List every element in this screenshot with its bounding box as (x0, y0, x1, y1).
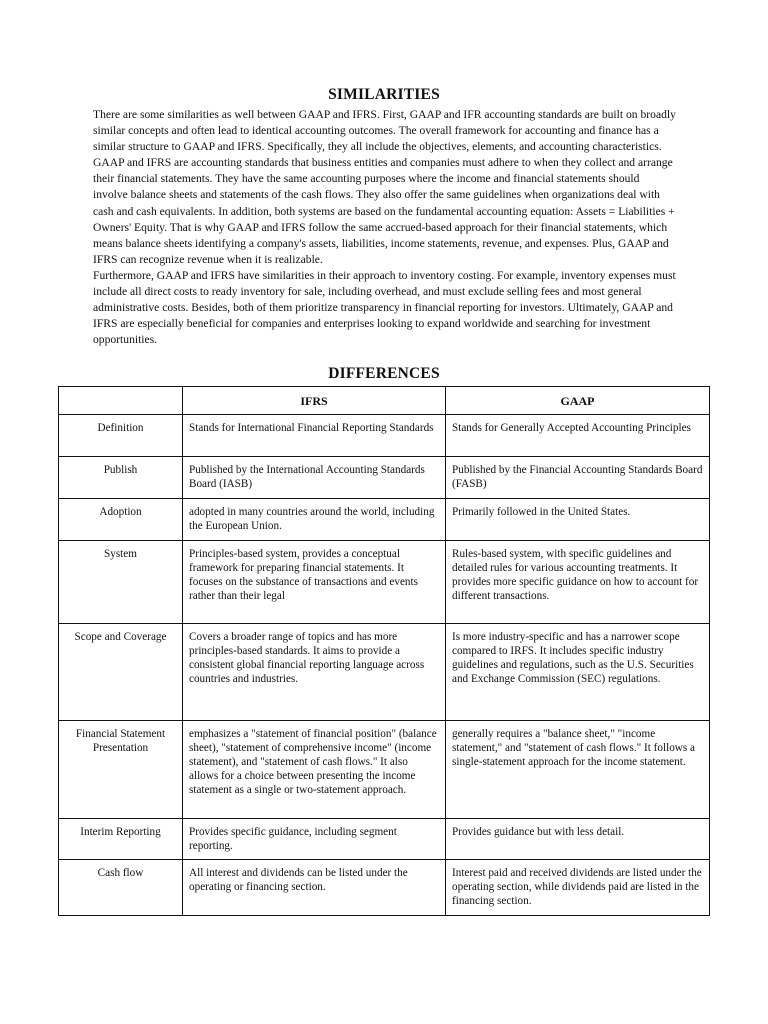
ifrs-cell: Covers a broader range of topics and has more principles-based standards. It aims to provide a consistent global financial reporting language across countries and industries. (183, 624, 446, 721)
table-row (59, 541, 710, 624)
ifrs-cell: Principles-based system, provides a conceptual framework for preparing financial statements. It focuses on the substance of transactions and events rather than their legal (183, 541, 446, 624)
gaap-cell: Provides guidance but with less detail. (446, 819, 710, 860)
gaap-cell: Interest paid and received dividends are listed under the operating section, while dividends paid are listed in the financing section. (446, 860, 710, 916)
table-row (59, 819, 710, 860)
row-label: System (59, 541, 183, 624)
similarities-paragraph-2: Furthermore, GAAP and IFRS have similarities in their approach to inventory costing. For example, inventory expenses must include all direct costs to ready inventory for sale, including overhead, and must exclude selling fees and most general administrative costs. Besides, both of them prioritize transparency in financial reporting for investors. Ultimately, GAAP and IFRS are especially beneficial for companies and enterprises looking to expand worldwide and searching for investment opportunities. (93, 268, 676, 347)
table-row (59, 457, 710, 499)
gaap-cell: Rules-based system, with specific guidelines and detailed rules for various accounting treatments. It provides more specific guidance on how to account for different transactions. (446, 541, 710, 624)
header-gaap: GAAP (446, 387, 710, 415)
gaap-cell: Primarily followed in the United States. (446, 499, 710, 541)
table-row (59, 415, 710, 457)
differences-heading: DIFFERENCES (328, 365, 440, 382)
table-row (59, 624, 710, 721)
table-row (59, 499, 710, 541)
similarities-paragraph-1: There are some similarities as well between GAAP and IFRS. First, GAAP and IFR accounting standards are built on broadly similar concepts and often lead to identical accounting outcomes. The overall framework for accounting and finance has a similar structure to GAAP and IFRS. Specifically, they all include the objectives, elements, and accounting characteristics. GAAP and IFRS are accounting standards that business entities and companies must adhere to when they collect and arrange their financial statements. They have the same accounting purposes where the income and financial statements should involve balance sheets and statements of the cash flows. They also offer the same guidelines when organizations deal with cash and cash equivalents. In addition, both systems are based on the fundamental accounting equation: Assets = Liabilities + Owners' Equity. That is why GAAP and IFRS follow the same accrued-based approach for their financial statements, which means balance sheets identifying a company's assets, liabilities, income statements, revenue, and expenses. Plus, GAAP and IFRS can recognize revenue when it is realizable. (93, 108, 676, 266)
row-label: Publish (59, 457, 183, 499)
gaap-cell: Is more industry-specific and has a narrower scope compared to IRFS. It includes specific industry guidelines and regulations, such as the U.S. Securities and Exchange Commission (SEC) regulations. (446, 624, 710, 721)
row-label: Scope and Coverage (59, 624, 183, 721)
row-label: Definition (59, 415, 183, 457)
row-label: Financial Statement Presentation (59, 721, 183, 819)
ifrs-cell: adopted in many countries around the world, including the European Union. (183, 499, 446, 541)
gaap-cell: Stands for Generally Accepted Accounting Principles (446, 415, 710, 457)
ifrs-cell: emphasizes a "statement of financial position" (balance sheet), "statement of comprehensive income" (income statement), and "statement of cash flows." It also allows for a choice between presenting the income statement as a single or two-statement approach. (183, 721, 446, 819)
header-empty-cell (59, 387, 183, 415)
similarities-heading: SIMILARITIES (328, 86, 440, 103)
gaap-cell: generally requires a "balance sheet," "income statement," and "statement of cash flows." It follows a single-statement approach for the income statement. (446, 721, 710, 819)
ifrs-cell: All interest and dividends can be listed under the operating or financing section. (183, 860, 446, 916)
ifrs-cell: Stands for International Financial Reporting Standards (183, 415, 446, 457)
header-ifrs: IFRS (183, 387, 446, 415)
row-label: Interim Reporting (59, 819, 183, 860)
table-row (59, 860, 710, 916)
ifrs-cell: Provides specific guidance, including segment reporting. (183, 819, 446, 860)
similarities-body (93, 107, 677, 348)
row-label: Cash flow (59, 860, 183, 916)
table-header-row (59, 387, 710, 415)
table-row (59, 721, 710, 819)
differences-table (58, 386, 710, 916)
row-label: Adoption (59, 499, 183, 541)
gaap-cell: Published by the Financial Accounting Standards Board (FASB) (446, 457, 710, 499)
ifrs-cell: Published by the International Accounting Standards Board (IASB) (183, 457, 446, 499)
